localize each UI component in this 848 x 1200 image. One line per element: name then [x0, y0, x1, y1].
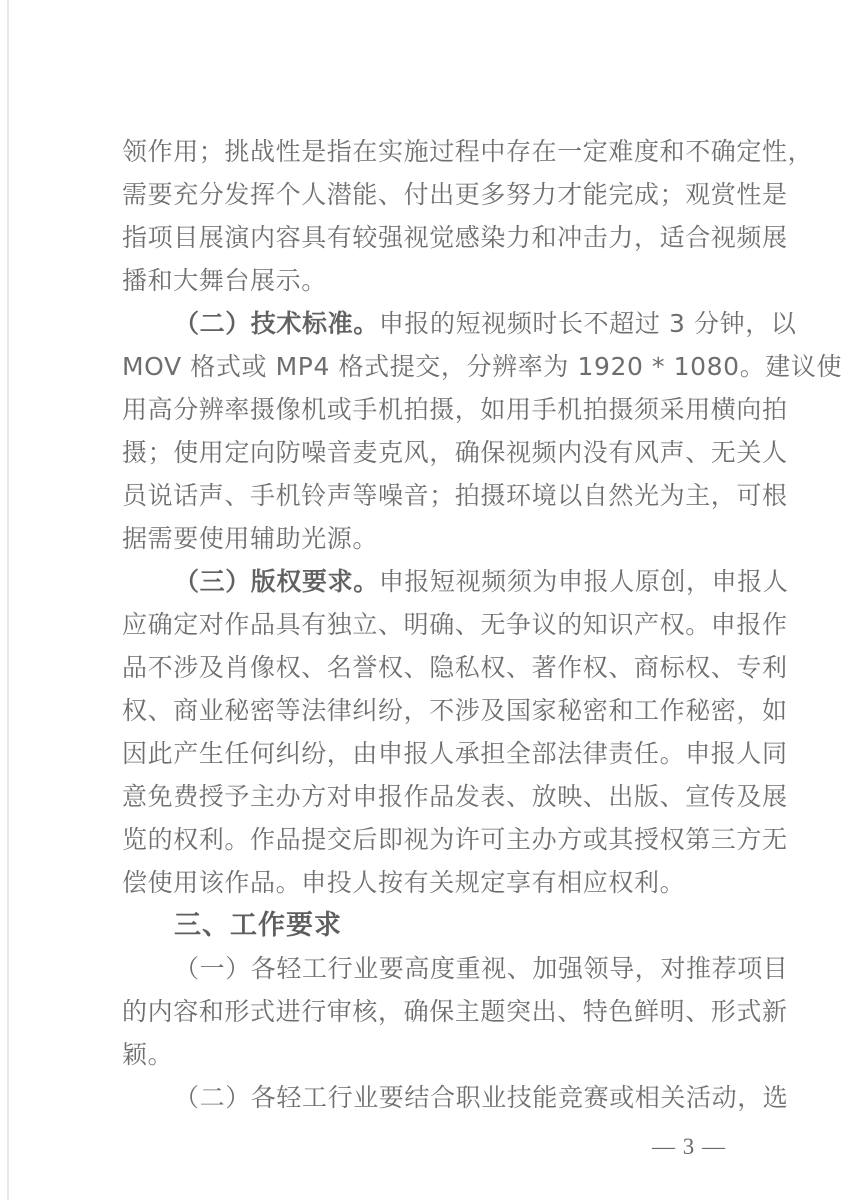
- section-heading-work-requirements: 三、工作要求: [174, 910, 342, 941]
- section-label-copyright-requirement: （三）版权要求。: [174, 567, 379, 596]
- text-line: 权、商业秘密等法律纠纷，不涉及国家秘密和工作秘密，如: [122, 696, 788, 725]
- text-line: 用高分辨率摄像机或手机拍摄，如用手机拍摄须采用横向拍: [122, 395, 788, 424]
- text-line: 偿使用该作品。申投人按有关规定享有相应权利。: [122, 868, 686, 897]
- document-body: [122, 130, 843, 1119]
- text-line: 员说话声、手机铃声等噪音；拍摄环境以自然光为主，可根: [122, 481, 788, 510]
- scan-edge: [7, 0, 9, 1200]
- text-line: MOV 格式或 MP4 格式提交，分辨率为 1920 * 1080。建议使: [122, 352, 843, 381]
- text-line: 览的权利。作品提交后即视为许可主办方或其授权第三方无: [122, 825, 788, 854]
- text-line: 需要充分发挥个人潜能、付出更多努力才能完成；观赏性是: [122, 180, 788, 209]
- text-line: 意免费授予主办方对申报作品发表、放映、出版、宣传及展: [122, 782, 788, 811]
- text-line: [122, 302, 797, 345]
- text-segment: 申报短视频须为申报人原创，申报人: [378, 567, 789, 596]
- text-line: 颖。: [122, 1040, 174, 1069]
- text-line: 领作用；挑战性是指在实施过程中存在一定难度和不确定性，: [122, 137, 814, 166]
- text-line: 品不涉及肖像权、名誉权、隐私权、著作权、商标权、专利: [122, 653, 788, 682]
- page-number: — 3 —: [652, 1134, 726, 1159]
- text-line: 摄；使用定向防噪音麦克风，确保视频内没有风声、无关人: [122, 438, 788, 467]
- text-line: 应确定对作品具有独立、明确、无争议的知识产权。申报作: [122, 610, 788, 639]
- text-segment: 申报的短视频时长不超过 3 分钟，以: [378, 309, 797, 338]
- text-line: （一）各轻工行业要高度重视、加强领导，对推荐项目: [174, 954, 789, 983]
- section-label-technical-standard: （二）技术标准。: [174, 309, 379, 338]
- text-line: [122, 560, 789, 603]
- text-line: 因此产生任何纠纷，由申报人承担全部法律责任。申报人同: [122, 739, 788, 768]
- text-line: 播和大舞台展示。: [122, 266, 327, 295]
- text-line: 据需要使用辅助光源。: [122, 524, 379, 553]
- text-line: 的内容和形式进行审核，确保主题突出、特色鲜明、形式新: [122, 997, 788, 1026]
- text-line: 指项目展演内容具有较强视觉感染力和冲击力，适合视频展: [122, 223, 788, 252]
- text-line: （二）各轻工行业要结合职业技能竞赛或相关活动，选: [174, 1083, 789, 1112]
